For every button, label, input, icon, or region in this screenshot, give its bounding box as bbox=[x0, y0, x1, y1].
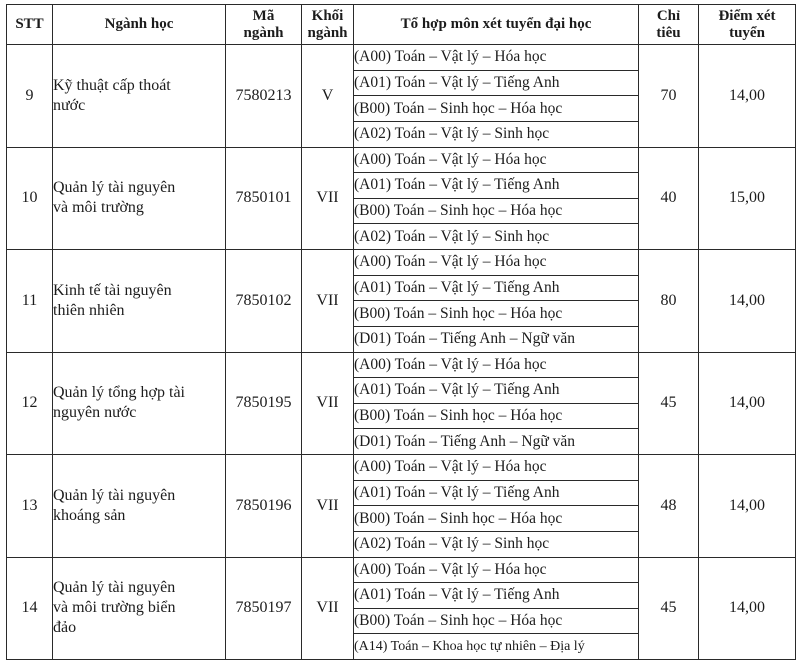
header-row bbox=[7, 5, 796, 45]
major-group-value: VII bbox=[316, 496, 339, 514]
major-code-value: 7850102 bbox=[235, 291, 292, 309]
table-row bbox=[7, 557, 796, 583]
stt-value: 11 bbox=[21, 291, 38, 309]
major-code bbox=[226, 455, 302, 558]
subject-combination: (B00) Toán – Sinh học – Hóa học bbox=[354, 198, 639, 224]
stt-value: 13 bbox=[21, 496, 38, 514]
row-stt bbox=[7, 455, 53, 558]
subject-combination: (A00) Toán – Vật lý – Hóa học bbox=[354, 557, 639, 583]
major-name bbox=[53, 45, 226, 148]
quota bbox=[639, 352, 699, 455]
subject-combination: (A00) Toán – Vật lý – Hóa học bbox=[354, 250, 639, 276]
admission-score-value: 14,00 bbox=[729, 599, 765, 617]
row-stt bbox=[7, 45, 53, 148]
major-code-value: 7850197 bbox=[235, 599, 292, 617]
major-code bbox=[226, 250, 302, 353]
row-stt bbox=[7, 352, 53, 455]
major-group bbox=[302, 455, 354, 558]
major-group bbox=[302, 250, 354, 353]
major-code bbox=[226, 45, 302, 148]
major-code bbox=[226, 352, 302, 455]
subject-combination: (A01) Toán – Vật lý – Tiếng Anh bbox=[354, 70, 639, 96]
major-name bbox=[53, 352, 226, 455]
row-stt bbox=[7, 250, 53, 353]
header-code: Mã ngành bbox=[226, 5, 302, 45]
table-body bbox=[7, 45, 796, 660]
major-name-line: Kinh tế tài nguyên bbox=[53, 281, 172, 299]
stt-value: 9 bbox=[25, 86, 34, 104]
admission-score-value: 14,00 bbox=[729, 394, 765, 412]
table-row bbox=[7, 45, 796, 71]
row-stt bbox=[7, 557, 53, 660]
admission-score bbox=[699, 557, 796, 660]
major-name-line: Quản lý tài nguyên bbox=[53, 486, 176, 504]
subject-combination: (A14) Toán – Khoa học tự nhiên – Địa lý bbox=[354, 634, 639, 660]
subject-combination: (A00) Toán – Vật lý – Hóa học bbox=[354, 147, 639, 173]
header-score: Điểm xét tuyển bbox=[699, 5, 796, 45]
subject-combination: (A01) Toán – Vật lý – Tiếng Anh bbox=[354, 480, 639, 506]
admission-score-value: 15,00 bbox=[729, 189, 765, 207]
major-name-line: Quản lý tài nguyên bbox=[53, 179, 176, 197]
major-group bbox=[302, 45, 354, 148]
major-name-line: nguyên nước bbox=[53, 404, 137, 422]
major-name bbox=[53, 147, 226, 250]
major-name-line: đảo bbox=[53, 619, 77, 637]
header-major: Ngành học bbox=[53, 5, 226, 45]
admission-score bbox=[699, 352, 796, 455]
major-name-line: Quản lý tài nguyên bbox=[53, 579, 176, 597]
admission-score bbox=[699, 455, 796, 558]
major-code-value: 7580213 bbox=[235, 86, 292, 104]
subject-combination: (B00) Toán – Sinh học – Hóa học bbox=[354, 96, 639, 122]
subject-combination: (A01) Toán – Vật lý – Tiếng Anh bbox=[354, 275, 639, 301]
major-group-value: VII bbox=[316, 394, 339, 412]
table-row bbox=[7, 352, 796, 378]
quota-value: 40 bbox=[660, 189, 677, 207]
stt-value: 12 bbox=[21, 394, 38, 412]
subject-combination: (B00) Toán – Sinh học – Hóa học bbox=[354, 608, 639, 634]
subject-combination: (B00) Toán – Sinh học – Hóa học bbox=[354, 403, 639, 429]
header-group: Khối ngành bbox=[302, 5, 354, 45]
table-row bbox=[7, 455, 796, 481]
quota bbox=[639, 147, 699, 250]
major-name-line: và môi trường bbox=[53, 199, 144, 217]
major-name-line: Kỹ thuật cấp thoát bbox=[53, 76, 171, 94]
major-name-line: và môi trường biển bbox=[53, 599, 176, 617]
subject-combination: (A02) Toán – Vật lý – Sinh học bbox=[354, 531, 639, 557]
major-group bbox=[302, 352, 354, 455]
quota-value: 45 bbox=[660, 394, 677, 412]
subject-combination: (A02) Toán – Vật lý – Sinh học bbox=[354, 224, 639, 250]
major-group-value: VII bbox=[316, 189, 339, 207]
admission-score bbox=[699, 147, 796, 250]
quota-value: 45 bbox=[660, 599, 677, 617]
subject-combination: (D01) Toán – Tiếng Anh – Ngữ văn bbox=[354, 429, 639, 455]
quota-value: 70 bbox=[660, 86, 677, 104]
major-group-value: VII bbox=[316, 291, 339, 309]
major-group-value: VII bbox=[316, 599, 339, 617]
major-name-line: Quản lý tổng hợp tài bbox=[53, 384, 185, 402]
major-name-line: nước bbox=[53, 96, 86, 114]
quota bbox=[639, 250, 699, 353]
subject-combination: (D01) Toán – Tiếng Anh – Ngữ văn bbox=[354, 326, 639, 352]
quota-value: 80 bbox=[660, 291, 677, 309]
major-name bbox=[53, 455, 226, 558]
header-quota: Chỉ tiêu bbox=[639, 5, 699, 45]
header-combos: Tổ hợp môn xét tuyển đại học bbox=[354, 5, 639, 45]
quota bbox=[639, 557, 699, 660]
admission-score bbox=[699, 45, 796, 148]
subject-combination: (A00) Toán – Vật lý – Hóa học bbox=[354, 45, 639, 71]
subject-combination: (A02) Toán – Vật lý – Sinh học bbox=[354, 121, 639, 147]
major-group bbox=[302, 147, 354, 250]
major-name bbox=[53, 557, 226, 660]
major-code-value: 7850195 bbox=[235, 394, 292, 412]
header-stt: STT bbox=[7, 5, 53, 45]
major-code-value: 7850196 bbox=[235, 496, 292, 514]
major-code bbox=[226, 557, 302, 660]
admission-score-value: 14,00 bbox=[729, 496, 765, 514]
subject-combination: (A00) Toán – Vật lý – Hóa học bbox=[354, 455, 639, 481]
stt-value: 10 bbox=[21, 189, 38, 207]
stt-value: 14 bbox=[21, 599, 38, 617]
subject-combination: (B00) Toán – Sinh học – Hóa học bbox=[354, 301, 639, 327]
admission-score bbox=[699, 250, 796, 353]
major-code bbox=[226, 147, 302, 250]
major-code-value: 7850101 bbox=[235, 189, 292, 207]
row-stt bbox=[7, 147, 53, 250]
major-name-line: khoáng sản bbox=[53, 506, 126, 524]
subject-combination: (A00) Toán – Vật lý – Hóa học bbox=[354, 352, 639, 378]
major-group bbox=[302, 557, 354, 660]
subject-combination: (B00) Toán – Sinh học – Hóa học bbox=[354, 506, 639, 532]
subject-combination: (A01) Toán – Vật lý – Tiếng Anh bbox=[354, 583, 639, 609]
admission-score-value: 14,00 bbox=[729, 291, 765, 309]
quota bbox=[639, 455, 699, 558]
quota-value: 48 bbox=[660, 496, 677, 514]
admission-score-value: 14,00 bbox=[729, 86, 765, 104]
major-name bbox=[53, 250, 226, 353]
admission-table bbox=[6, 4, 796, 660]
table-row bbox=[7, 147, 796, 173]
quota bbox=[639, 45, 699, 148]
subject-combination: (A01) Toán – Vật lý – Tiếng Anh bbox=[354, 173, 639, 199]
table-row bbox=[7, 250, 796, 276]
subject-combination: (A01) Toán – Vật lý – Tiếng Anh bbox=[354, 378, 639, 404]
major-name-line: thiên nhiên bbox=[53, 301, 125, 319]
major-group-value: V bbox=[321, 86, 334, 104]
